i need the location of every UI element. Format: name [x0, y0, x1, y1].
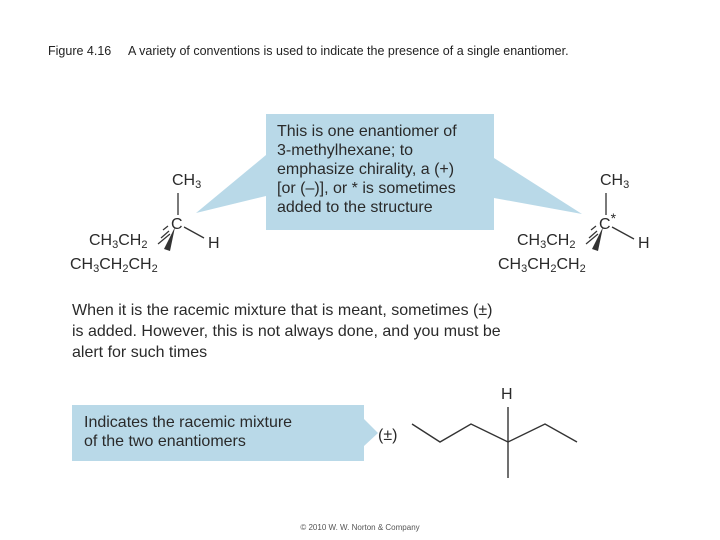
- enantiomer-callout: [266, 114, 494, 230]
- racemic-callout: [72, 405, 364, 461]
- callout-pointer-bottom: [364, 419, 378, 446]
- racemic-paragraph: [72, 300, 592, 363]
- paragraph-line: is added. However, this is not always done, and you must be: [72, 323, 501, 340]
- copyright-notice: © 2010 W. W. Norton & Company: [300, 523, 420, 532]
- callout-line: [or (–)], or * is sometimes: [277, 180, 456, 197]
- callout-line: This is one enantiomer of: [277, 123, 457, 140]
- racemic-label: (±): [378, 427, 398, 444]
- paragraph-line: alert for such times: [72, 344, 208, 361]
- left-chiral-carbon: C: [171, 216, 183, 233]
- callout-pointer-left: [196, 155, 266, 213]
- callout-pointer-right: [494, 158, 582, 214]
- figure-caption-text: A variety of conventions is used to indicate the presence of a single enantiomer.: [128, 44, 569, 58]
- chirality-asterisk: *: [610, 210, 617, 226]
- right-chiral-carbon: C*: [599, 210, 617, 233]
- skeletal-chain: [412, 424, 577, 442]
- left-ethyl-group: $CH_3CH_2$: [89, 232, 148, 251]
- callout-line: of the two enantiomers: [84, 433, 246, 450]
- left-propyl-group: $CH_3CH_2CH_2$: [70, 256, 158, 275]
- left-ch3-label: $CH_3$: [172, 172, 202, 191]
- right-propyl-group: $CH_3CH_2CH_2$: [498, 256, 586, 275]
- paragraph-line: When it is the racemic mixture that is meant, sometimes (±): [72, 302, 493, 319]
- figure-label: Figure 4.16: [48, 44, 112, 58]
- left-h-label: H: [208, 235, 220, 252]
- skeletal-h-label: H: [501, 386, 513, 403]
- callout-line: added to the structure: [277, 199, 433, 216]
- callout-line: 3-methylhexane; to: [277, 142, 414, 159]
- right-ethyl-group: $CH_3CH_2$: [517, 232, 576, 251]
- left-bond-h: [184, 227, 204, 238]
- callout-line: Indicates the racemic mixture: [84, 414, 293, 431]
- right-h-label: H: [638, 235, 650, 252]
- right-ch3-label: $CH_3$: [600, 172, 630, 191]
- callout-line: emphasize chirality, a (+): [277, 161, 455, 178]
